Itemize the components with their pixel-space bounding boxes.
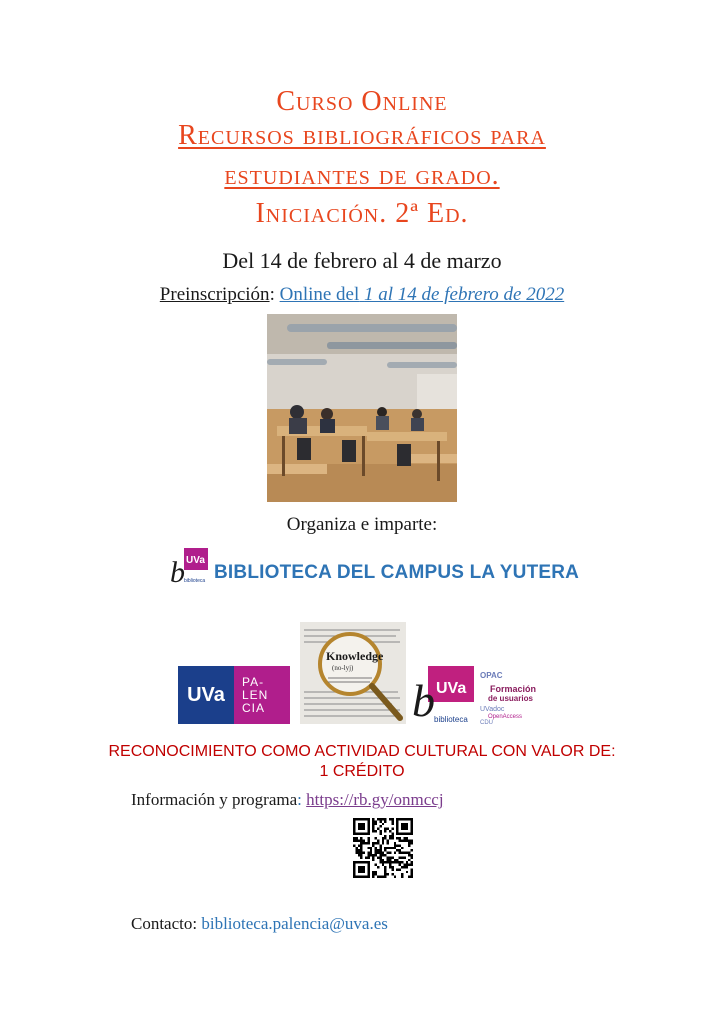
contact-label: Contacto:	[131, 914, 198, 933]
info-program-line	[131, 790, 444, 810]
knowledge-magnifier-image	[300, 622, 406, 724]
course-dates: Del 14 de febrero al 4 de marzo	[222, 248, 502, 273]
title-line-2: Recursos bibliográficos para	[178, 120, 546, 151]
preinscription-link-prefix: Online del	[279, 284, 360, 305]
biblioteca-logo	[170, 548, 210, 584]
bib2-uva: UVa	[436, 680, 467, 697]
preinscription-link-dates: 1 al 14 de febrero de 2022	[364, 284, 565, 305]
uva-logo-text: UVa	[178, 666, 234, 724]
preinscription-sep: :	[269, 284, 275, 305]
svg-text:b: b	[412, 675, 435, 724]
contact-email[interactable]: biblioteca.palencia@uva.es	[201, 914, 388, 933]
info-sep: :	[297, 790, 302, 809]
contact-line	[131, 914, 388, 934]
palencia-logo-text	[234, 666, 290, 724]
program-link[interactable]: https://rb.gy/onmccj	[306, 790, 444, 809]
qr-code	[353, 818, 413, 878]
palencia-2: LEN	[242, 687, 269, 702]
biblioteca-uva-logo	[412, 666, 474, 724]
cloud-opac: OPAC	[480, 671, 503, 680]
organiza-label: Organiza e imparte:	[286, 514, 438, 535]
preinscription-label: Preinscripción	[159, 284, 270, 305]
cloud-openaccess: OpenAccess	[488, 714, 523, 720]
cloud-formacion: Formación	[490, 684, 537, 694]
knowledge-word: Knowledge	[326, 649, 384, 663]
library-word-cloud	[478, 668, 544, 724]
title-line-3: estudiantes de grado.	[224, 160, 500, 191]
preinscription-line	[0, 284, 724, 306]
svg-text:b: b	[170, 556, 185, 584]
library-photo	[267, 314, 457, 502]
knowledge-phon: (no-lyj)	[332, 664, 354, 672]
palencia-3: CIA	[242, 700, 266, 715]
library-name: BIBLIOTECA DEL CAMPUS LA YUTERA	[214, 562, 580, 583]
bib2-sub: biblioteca	[434, 715, 468, 724]
cloud-usuarios: de usuarios	[488, 694, 533, 703]
palencia-1: PA-	[242, 674, 265, 689]
title-line-1: Curso Online	[276, 86, 448, 117]
biblioteca-logo-uva: UVa	[186, 555, 205, 566]
cloud-cdu: CDU	[480, 720, 493, 724]
recognition-line-1: RECONOCIMIENTO COMO ACTIVIDAD CULTURAL CON VALOR DE:	[108, 743, 616, 760]
uva-palencia-logo	[178, 666, 290, 724]
library-photo-illustration	[267, 314, 457, 502]
recognition-line-2: 1 CRÉDITO	[319, 763, 405, 780]
title-line-4: Iniciación. 2ª Ed.	[255, 198, 469, 229]
preinscription-link[interactable]	[280, 284, 565, 305]
cloud-uvadoc: UVadoc	[480, 706, 505, 713]
biblioteca-logo-sub: biblioteca	[184, 578, 206, 584]
info-label: Información y programa	[131, 790, 298, 809]
